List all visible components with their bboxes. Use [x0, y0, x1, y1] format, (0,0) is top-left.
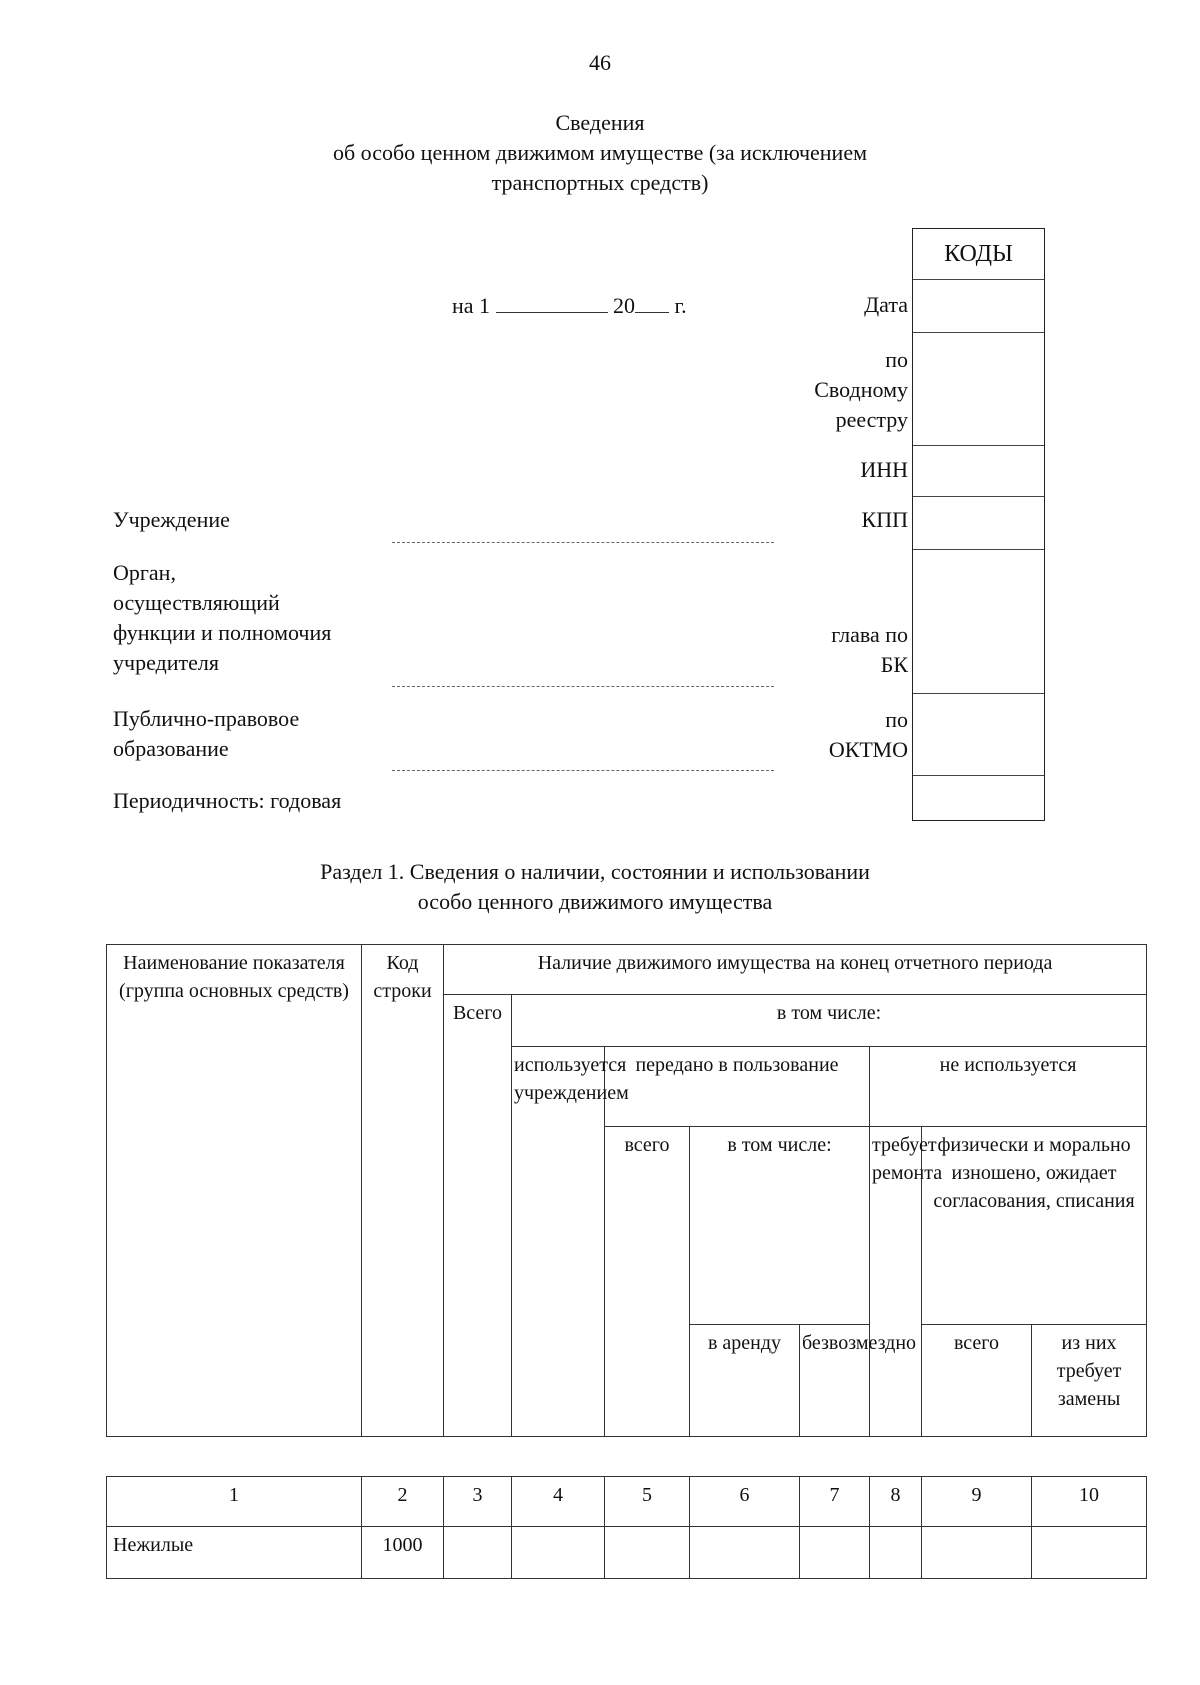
label-organ-1: Орган,	[113, 560, 176, 585]
codes-header: КОДЫ	[913, 229, 1044, 280]
label-public-1: Публично-правовое	[113, 706, 300, 731]
row-cell-transferred-total[interactable]	[605, 1527, 690, 1579]
column-number: 7	[800, 1477, 870, 1527]
column-number: 2	[362, 1477, 444, 1527]
label-registry-2: Сводному	[814, 377, 908, 402]
header-worn-total: всего	[922, 1325, 1032, 1437]
row-code: 1000	[362, 1527, 444, 1579]
date-line	[452, 290, 687, 321]
row-cell-needs-replacement[interactable]	[1032, 1527, 1147, 1579]
row-name: Нежилые	[107, 1527, 362, 1579]
header-availability: Наличие движимого имущества на конец отчетного периода	[444, 945, 1147, 995]
section-title-line-1: Раздел 1. Сведения о наличии, состоянии и использовании	[320, 859, 870, 884]
row-cell-total[interactable]	[444, 1527, 512, 1579]
row-cell-rent[interactable]	[690, 1527, 800, 1579]
label-oktmo-1: по	[885, 707, 908, 732]
label-registry-1: по	[885, 347, 908, 372]
organ-fill-line[interactable]	[392, 686, 774, 687]
row-cell-used[interactable]	[512, 1527, 605, 1579]
column-number: 4	[512, 1477, 605, 1527]
header-table	[106, 944, 1147, 1437]
header-not-used: не используется	[870, 1047, 1147, 1127]
code-cell-date[interactable]	[913, 280, 1044, 333]
header-total: Всего	[444, 995, 512, 1437]
header-transferred: передано в пользование	[605, 1047, 870, 1127]
column-number: 10	[1032, 1477, 1147, 1527]
table-row	[107, 1527, 1147, 1579]
header-free-use: безвозмездно	[800, 1325, 870, 1437]
codes-box	[912, 228, 1045, 821]
label-date: Дата	[864, 292, 908, 317]
code-cell-inn[interactable]	[913, 446, 1044, 497]
column-number: 3	[444, 1477, 512, 1527]
title-line-1: Сведения	[555, 110, 645, 135]
header-needs-replacement: из них требует замены	[1032, 1325, 1147, 1437]
header-used: используется учреждением	[512, 1047, 605, 1437]
label-registry-3: реестру	[835, 407, 908, 432]
date-year-field[interactable]	[635, 290, 669, 313]
code-cell-glava[interactable]	[913, 550, 1044, 694]
public-fill-line[interactable]	[392, 770, 774, 771]
label-institution: Учреждение	[113, 507, 230, 532]
title-line-2: об особо ценном движимом имуществе (за исключением	[332, 140, 868, 165]
label-organ-3: функции и полномочия	[113, 620, 332, 645]
column-number-row	[107, 1477, 1147, 1527]
label-organ-4: учредителя	[113, 650, 219, 675]
label-public-2: образование	[113, 736, 229, 761]
date-prefix: на 1	[452, 293, 491, 318]
header-code-col: Код строки	[362, 945, 444, 1437]
data-table	[106, 1476, 1147, 1579]
header-including: в том числе:	[512, 995, 1147, 1047]
code-cell-kpp[interactable]	[913, 497, 1044, 550]
date-suffix: г.	[674, 293, 687, 318]
label-oktmo-2: ОКТМО	[828, 737, 908, 762]
label-kpp: КПП	[861, 507, 908, 532]
label-organ-2: осуществляющий	[113, 590, 280, 615]
label-periodicity: Периодичность: годовая	[113, 788, 342, 813]
page-number: 46	[589, 50, 611, 75]
title-line-3: транспортных средств)	[491, 170, 709, 195]
column-number: 5	[605, 1477, 690, 1527]
date-year-prefix: 20	[613, 293, 636, 318]
column-number: 8	[870, 1477, 922, 1527]
column-number: 1	[107, 1477, 362, 1527]
code-cell-registry[interactable]	[913, 333, 1044, 446]
row-cell-worn-total[interactable]	[922, 1527, 1032, 1579]
row-cell-needs-repair[interactable]	[870, 1527, 922, 1579]
row-cell-free-use[interactable]	[800, 1527, 870, 1579]
code-cell-periodicity[interactable]	[913, 776, 1044, 826]
institution-fill-line[interactable]	[392, 542, 774, 543]
label-glava-2: БК	[880, 652, 908, 677]
date-day-field[interactable]	[496, 290, 608, 313]
header-transferred-total: всего	[605, 1127, 690, 1437]
code-cell-oktmo[interactable]	[913, 694, 1044, 776]
column-number: 6	[690, 1477, 800, 1527]
header-transferred-including: в том числе:	[690, 1127, 870, 1325]
section-title-line-2: особо ценного движимого имущества	[417, 889, 773, 914]
label-glava-1: глава по	[831, 622, 908, 647]
column-number: 9	[922, 1477, 1032, 1527]
header-name-col: Наименование показателя (группа основных средств)	[107, 945, 362, 1437]
label-inn: ИНН	[860, 457, 908, 482]
header-rent: в аренду	[690, 1325, 800, 1437]
header-needs-repair: требует ремонта	[870, 1127, 922, 1437]
header-worn-out: физически и морально изношено, ожидает согласования, списания	[922, 1127, 1147, 1325]
